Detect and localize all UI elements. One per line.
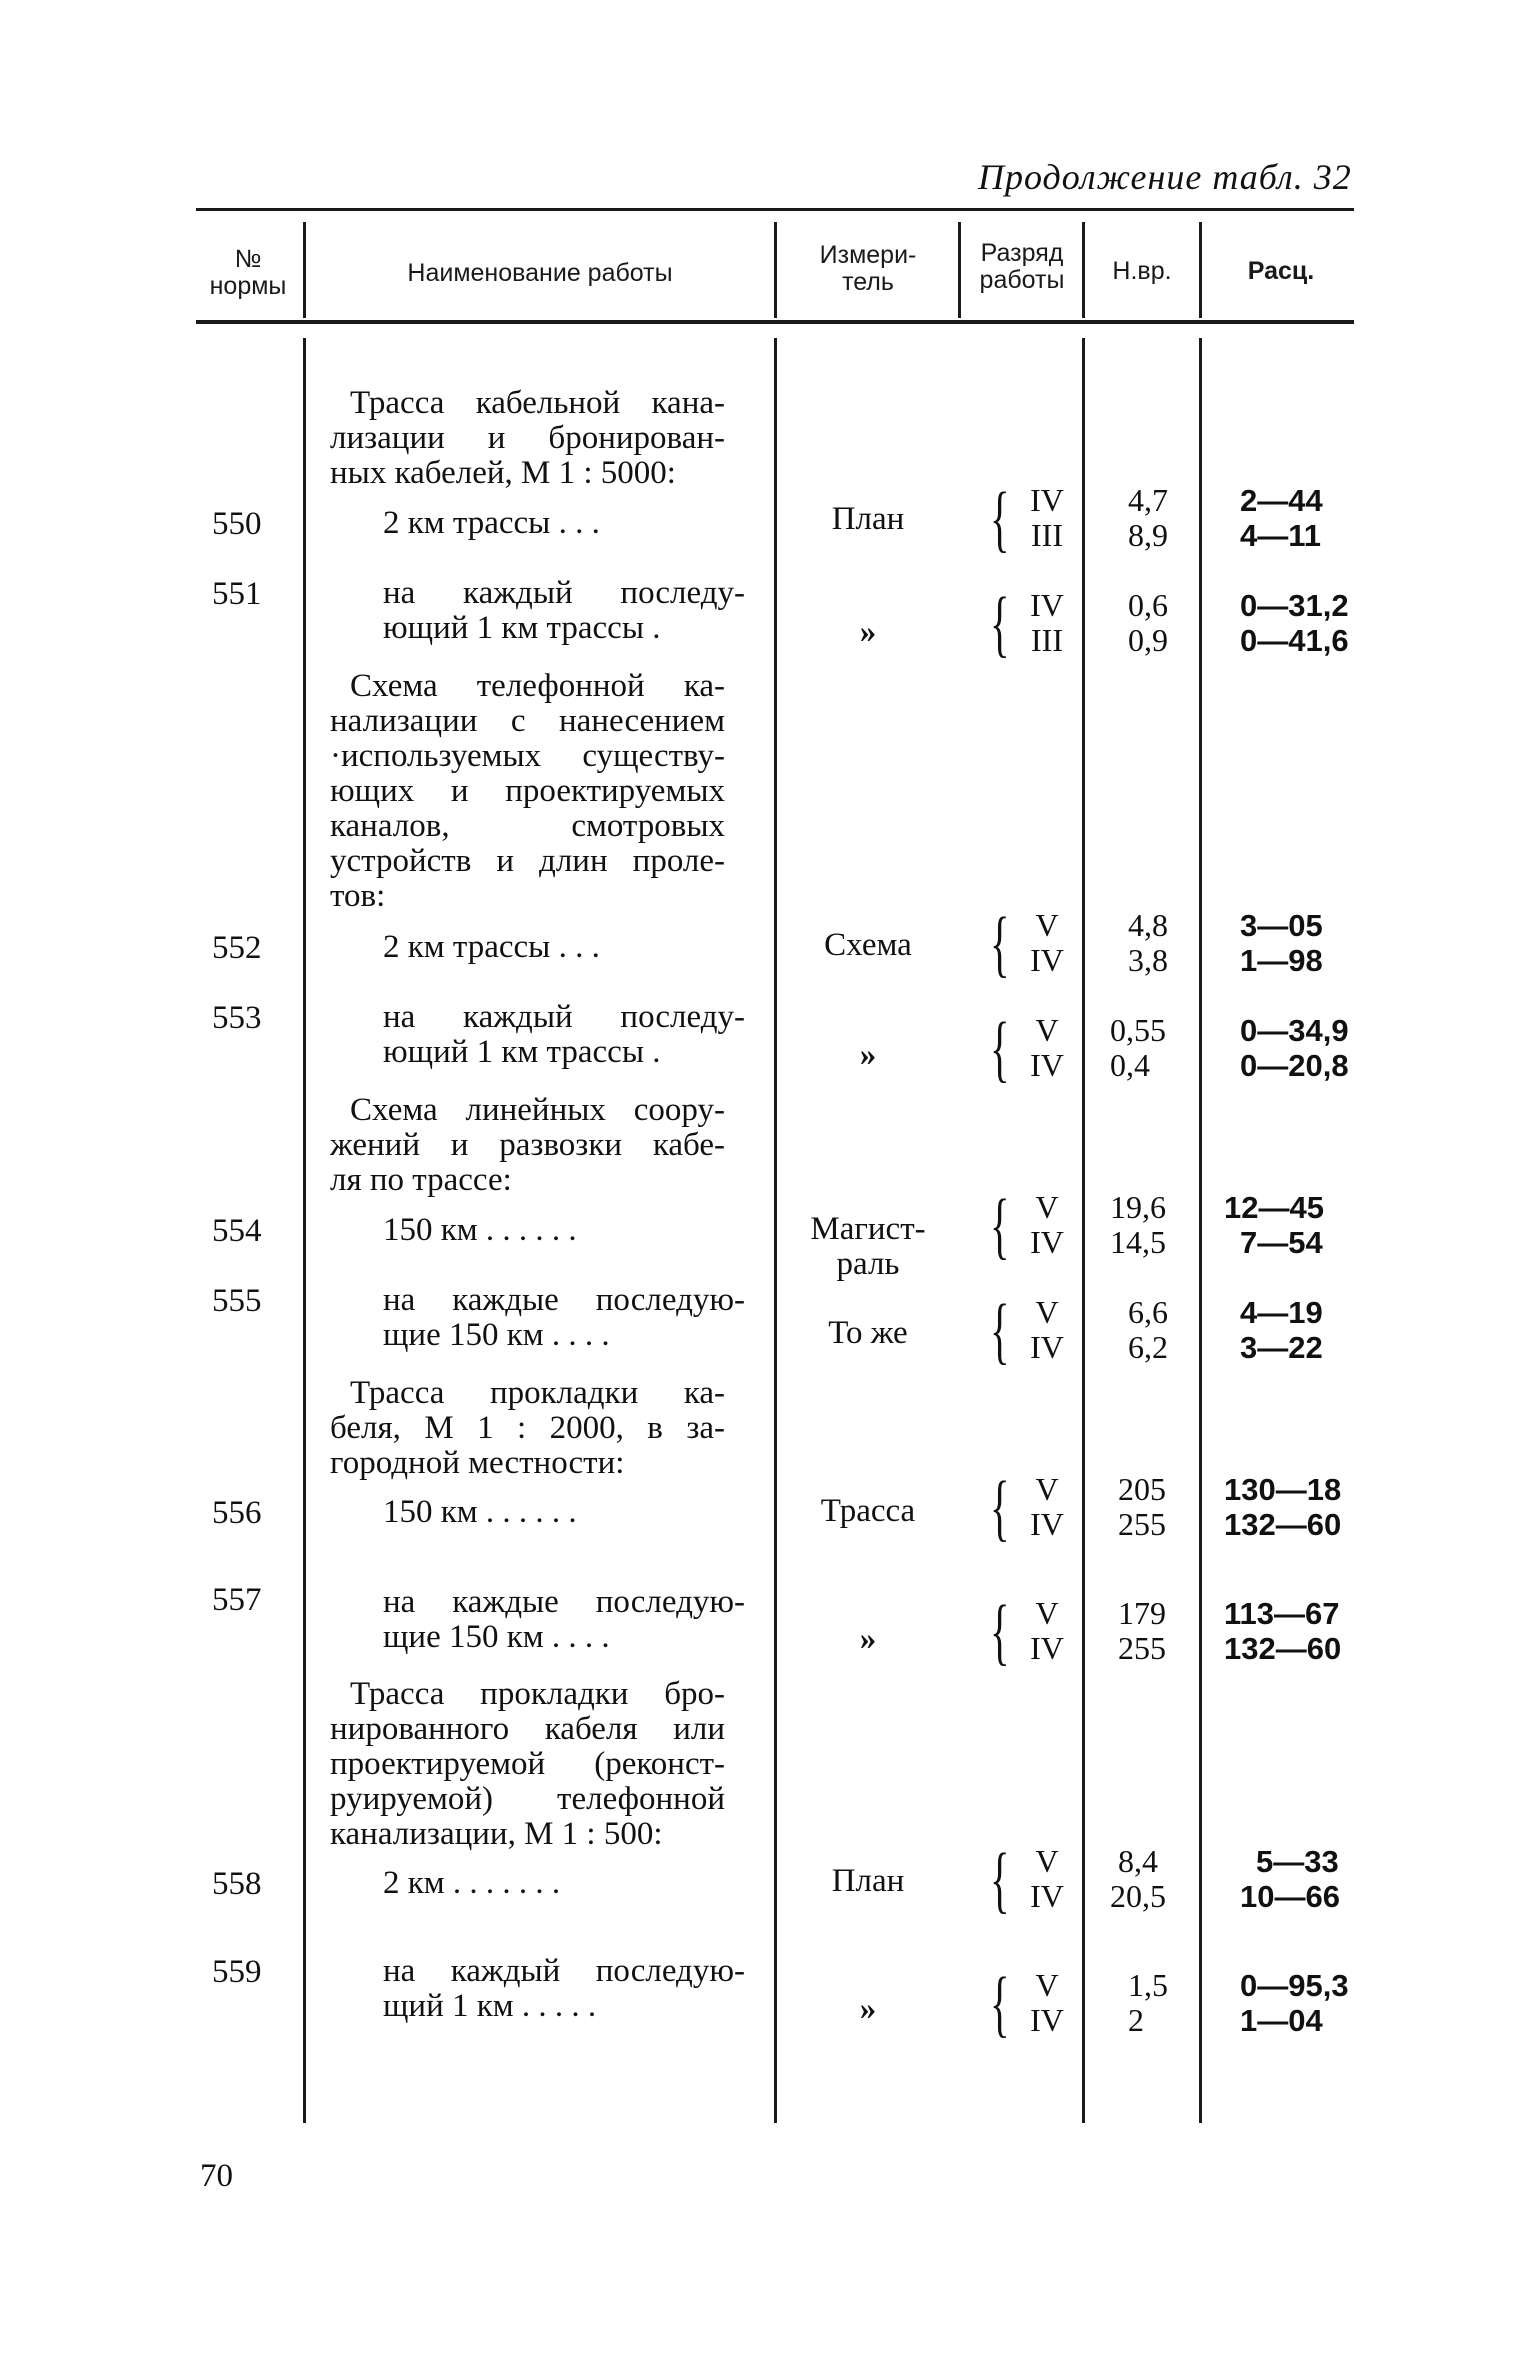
work-name: на каждые последую- щие 150 км . . . . <box>383 1584 745 1655</box>
grade-value: V <box>1035 1595 1059 1631</box>
grade-value: IV <box>1030 587 1064 623</box>
work-name: на каждый последу- ющий 1 км трассы . <box>383 575 745 646</box>
body-divider <box>774 338 777 2123</box>
rate-value: 132—60 <box>1224 1507 1342 1542</box>
grade-value: III <box>1031 622 1063 658</box>
header-divider <box>958 222 961 318</box>
grade-value: V <box>1035 1967 1059 2003</box>
unit-cell: » <box>859 1037 877 1073</box>
norm-number: 552 <box>212 930 262 966</box>
rate-value: 132—60 <box>1224 1631 1342 1666</box>
time-value: 255 <box>1118 1630 1166 1666</box>
time-value: 205 <box>1118 1471 1166 1507</box>
rate-value: 0—31,2 <box>1240 588 1349 623</box>
body-divider <box>1199 338 1202 2123</box>
brace-glyph: { <box>990 1008 1010 1090</box>
unit-cell: Магист- раль <box>810 1211 926 1282</box>
brace-glyph: { <box>990 903 1010 985</box>
grade-value: V <box>1035 1471 1059 1507</box>
grade-value: V <box>1035 1294 1059 1330</box>
rate-value: 0—41,6 <box>1240 623 1349 658</box>
brace-glyph: { <box>990 1963 1010 2045</box>
table-caption: Продолжение табл. 32 <box>978 157 1352 197</box>
work-name: на каждые последую- щие 150 км . . . . <box>383 1282 745 1353</box>
time-value: 3,8 <box>1128 942 1168 978</box>
col-header-grade: Разряд работы <box>979 239 1065 294</box>
grade-value: IV <box>1030 482 1064 518</box>
unit-cell: » <box>859 1621 877 1657</box>
work-name: на каждый последу- ющий 1 км трассы . <box>383 999 745 1070</box>
norm-number: 554 <box>212 1213 262 1249</box>
grade-value: IV <box>1030 1224 1064 1260</box>
col-header-work-name: Наименование работы <box>407 259 673 287</box>
time-value: 1,5 <box>1128 1967 1168 2003</box>
header-divider <box>1082 222 1085 318</box>
unit-cell: » <box>859 614 877 650</box>
time-value: 0,9 <box>1128 622 1168 658</box>
time-value: 6,6 <box>1128 1294 1168 1330</box>
section-heading: Трасса кабельной кана- лизации и бронирован- ных кабелей, М 1 : 5000: <box>330 385 725 491</box>
time-value: 6,2 <box>1128 1329 1168 1365</box>
grade-value: IV <box>1030 2002 1064 2038</box>
col-header-time: Н.вр. <box>1112 257 1172 285</box>
unit-cell: То же <box>828 1315 908 1351</box>
norm-number: 557 <box>212 1582 262 1618</box>
work-name: 2 км трассы . . . <box>383 929 600 965</box>
time-value: 2 <box>1128 2002 1144 2038</box>
grade-value: IV <box>1030 942 1064 978</box>
time-value: 14,5 <box>1110 1224 1166 1260</box>
norm-number: 556 <box>212 1495 262 1531</box>
brace-glyph: { <box>990 478 1010 560</box>
unit-cell: Трасса <box>820 1493 916 1529</box>
time-value: 255 <box>1118 1506 1166 1542</box>
page-number: 70 <box>200 2158 233 2194</box>
brace-glyph: { <box>990 1290 1010 1372</box>
section-heading: Схема телефонной ка- нализации с нанесением ·используемых существу- ющих и проектируемых каналов, смотровых устройств и длин проле- тов: <box>330 668 725 914</box>
rate-value: 2—44 <box>1240 483 1323 518</box>
col-header-norm-no: № нормы <box>209 245 287 300</box>
time-value: 20,5 <box>1110 1878 1166 1914</box>
rate-value: 113—67 <box>1224 1596 1340 1631</box>
work-name: 2 км трассы . . . <box>383 505 600 541</box>
header-divider <box>303 222 306 318</box>
unit-cell: Схема <box>824 927 912 963</box>
grade-value: IV <box>1030 1047 1064 1083</box>
rate-value: 12—45 <box>1224 1190 1324 1225</box>
col-header-unit: Измери- тель <box>819 241 917 296</box>
time-value: 8,9 <box>1128 517 1168 553</box>
header-divider <box>774 222 777 318</box>
grade-value: IV <box>1030 1630 1064 1666</box>
unit-cell: План <box>831 1863 905 1899</box>
brace-glyph: { <box>990 1467 1010 1549</box>
work-name: 150 км . . . . . . <box>383 1212 577 1248</box>
rate-value: 130—18 <box>1224 1472 1342 1507</box>
grade-value: III <box>1031 517 1063 553</box>
brace-glyph: { <box>990 1591 1010 1673</box>
norm-number: 558 <box>212 1866 262 1902</box>
grade-value: V <box>1035 1843 1059 1879</box>
table-top-rule <box>196 208 1354 211</box>
rate-value: 10—66 <box>1240 1879 1340 1914</box>
brace-glyph: { <box>990 1185 1010 1267</box>
rate-value: 7—54 <box>1240 1225 1323 1260</box>
time-value: 8,4 <box>1118 1843 1158 1879</box>
norm-number: 550 <box>212 506 262 542</box>
rate-value: 5—33 <box>1256 1844 1339 1879</box>
grade-value: IV <box>1030 1878 1064 1914</box>
time-value: 0,6 <box>1128 587 1168 623</box>
time-value: 4,8 <box>1128 907 1168 943</box>
brace-glyph: { <box>990 583 1010 665</box>
rate-value: 3—05 <box>1240 908 1323 943</box>
time-value: 179 <box>1118 1595 1166 1631</box>
time-value: 0,4 <box>1110 1047 1150 1083</box>
body-divider <box>303 338 306 2123</box>
unit-cell: План <box>831 501 905 537</box>
header-divider <box>1199 222 1202 318</box>
unit-cell: » <box>859 1991 877 2027</box>
norm-number: 559 <box>212 1954 262 1990</box>
section-heading: Трасса прокладки бро- нированного кабеля или проектируемой (реконст- руируемой) телефонной канализации, М 1 : 500: <box>330 1676 725 1852</box>
time-value: 4,7 <box>1128 482 1168 518</box>
time-value: 19,6 <box>1110 1189 1166 1225</box>
rate-value: 4—11 <box>1240 518 1322 553</box>
grade-value: IV <box>1030 1329 1064 1365</box>
grade-value: V <box>1035 1189 1059 1225</box>
header-bottom-rule <box>196 320 1354 324</box>
rate-value: 0—95,3 <box>1240 1968 1349 2003</box>
rate-value: 3—22 <box>1240 1330 1323 1365</box>
rate-value: 0—34,9 <box>1240 1013 1349 1048</box>
section-heading: Трасса прокладки ка- беля, М 1 : 2000, в за- городной местности: <box>330 1375 725 1481</box>
brace-glyph: { <box>990 1839 1010 1921</box>
rate-value: 1—98 <box>1240 943 1323 978</box>
work-name: 2 км . . . . . . . <box>383 1865 561 1901</box>
rate-value: 1—04 <box>1240 2003 1323 2038</box>
grade-value: IV <box>1030 1506 1064 1542</box>
body-divider <box>1082 338 1085 2123</box>
rate-value: 0—20,8 <box>1240 1048 1349 1083</box>
norm-number: 555 <box>212 1283 262 1319</box>
grade-value: V <box>1035 907 1059 943</box>
norm-number: 553 <box>212 1000 262 1036</box>
time-value: 0,55 <box>1110 1012 1166 1048</box>
section-heading: Схема линейных соору- жений и развозки кабе- ля по трассе: <box>330 1092 725 1198</box>
work-name: 150 км . . . . . . <box>383 1494 577 1530</box>
rate-value: 4—19 <box>1240 1295 1323 1330</box>
norm-number: 551 <box>212 576 262 612</box>
work-name: на каждый последую- щий 1 км . . . . . <box>383 1953 745 2024</box>
col-header-rate: Расц. <box>1247 257 1315 285</box>
grade-value: V <box>1035 1012 1059 1048</box>
